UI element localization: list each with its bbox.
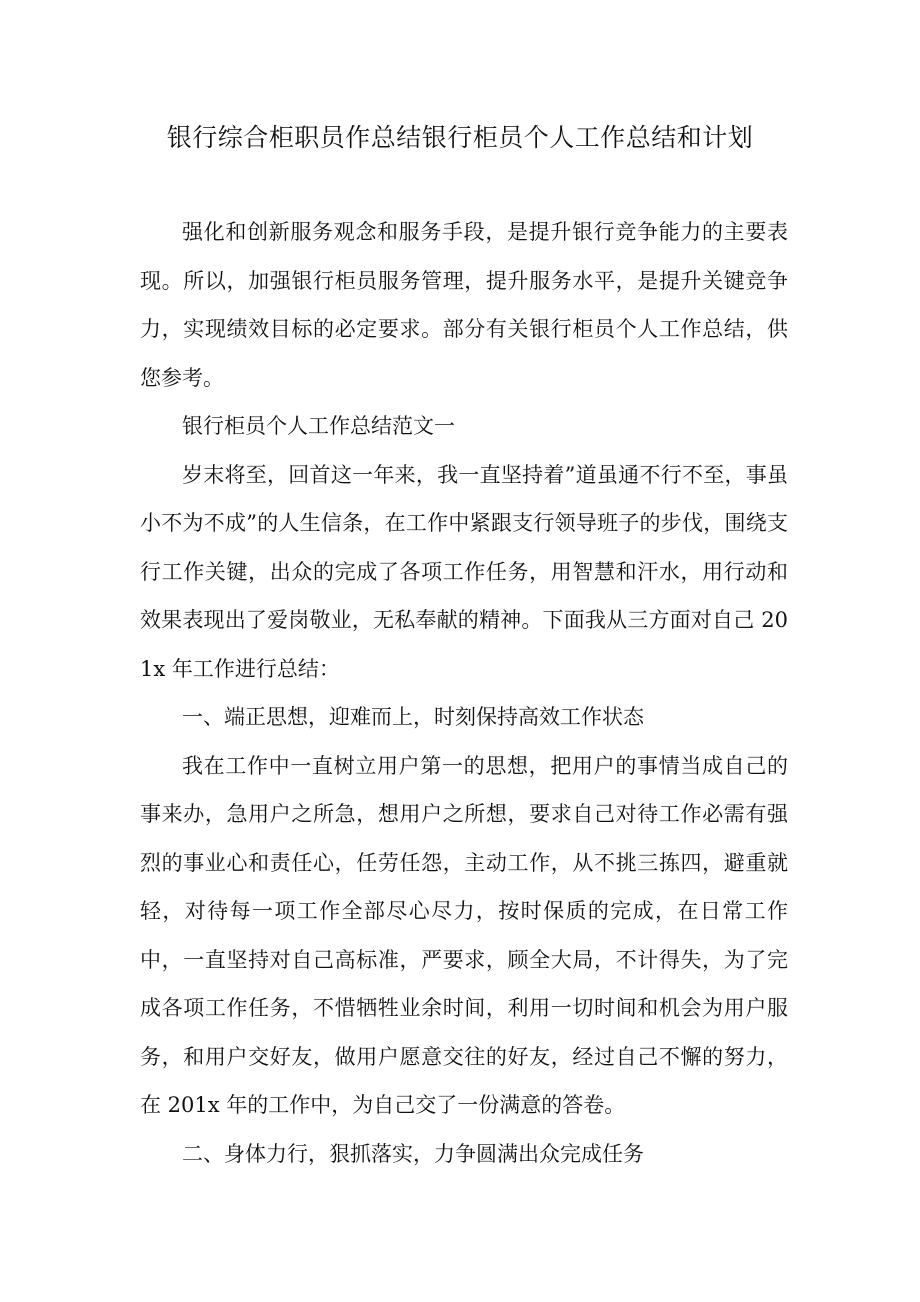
document-body [140, 208, 788, 1178]
section-1-paragraph: 我在工作中一直树立用户第一的思想，把用户的事情当成自己的事来办，急用户之所急，想用户之所想，要求自己对待工作必需有强烈的事业心和责任心，任劳任怨，主动工作，从不挑三拣四，避重就轻，对待每一项工作全部尽心尽力，按时保质的完成，在日常工作中，一直坚持对自己高标准，严要求，顾全大局，不计得失，为了完成各项工作任务，不惜牺牲业余时间，利用一切时间和机会为用户服务，和用户交好友，做用户愿意交往的好友，经过自己不懈的努力，在 201x 年的工作中，为自己交了一份满意的答卷。 [140, 753, 788, 1117]
document-title: 银行综合柜职员作总结银行柜员个人工作总结和计划 [166, 123, 754, 152]
section-heading-2: 二、身体力行，狠抓落实，力争圆满出众完成任务 [182, 1141, 644, 1166]
section-heading-1: 一、端正思想，迎难而上，时刻保持高效工作状态 [182, 705, 644, 729]
intro-paragraph: 强化和创新服务观念和服务手段，是提升银行竞争能力的主要表现。所以，加强银行柜员服务管理，提升服务水平，是提升关键竞争力，实现绩效目标的必定要求。部分有关银行柜员个人工作总结，供您参考。 [140, 220, 788, 390]
opening-paragraph: 岁末将至，回首这一年来，我一直坚持着”道虽通不行不至，事虽小不为不成”的人生信条，在工作中紧跟支行领导班子的步伐，围绕支行工作关键，出众的完成了各项工作任务，用智慧和汗水，用行动和效果表现出了爱岗敬业，无私奉献的精神。下面我从三方面对自己 201x 年工作进行总结： [140, 462, 788, 681]
sample-heading: 银行柜员个人工作总结范文一 [182, 414, 455, 438]
